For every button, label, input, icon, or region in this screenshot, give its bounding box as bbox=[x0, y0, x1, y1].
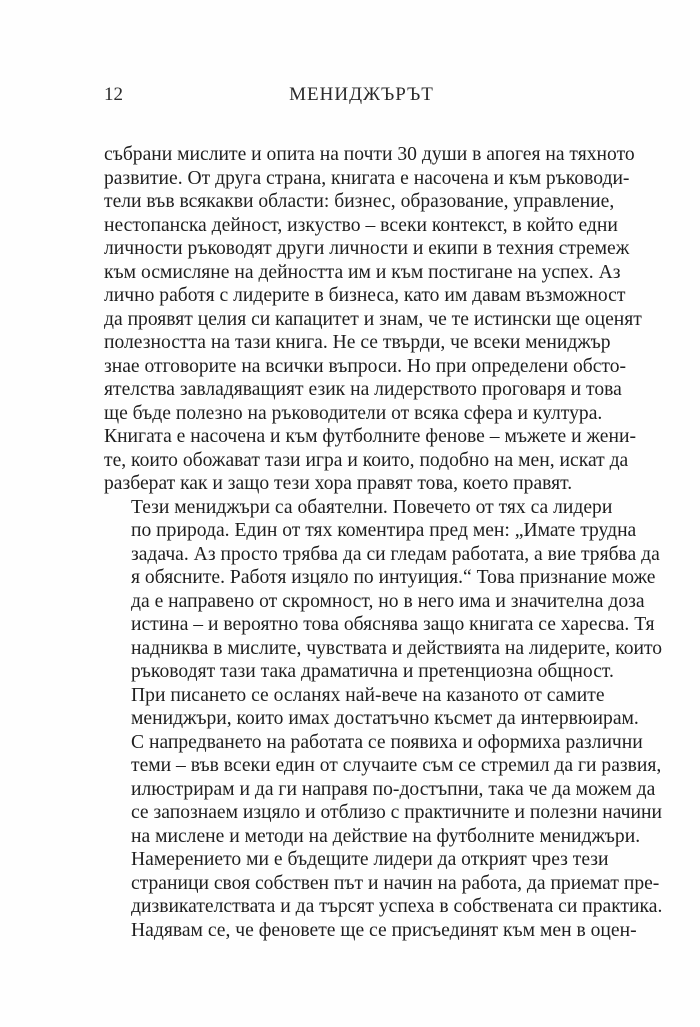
running-title: МЕНИДЖЪРЪТ bbox=[289, 84, 434, 105]
text-line: знае отговорите на всички въпроси. Но при определени обсто- bbox=[104, 355, 627, 377]
text-line: да е направено от скромност, но в него има и значителна доза bbox=[131, 590, 645, 612]
text-line: задача. Аз просто трябва да си гледам работата, а вие трябва да bbox=[131, 543, 660, 565]
page-header bbox=[104, 84, 599, 112]
text-line: да проявят целия си капацитет и знам, че те истински ще оценят bbox=[104, 308, 642, 330]
text-line: страници своя собствен път и начин на работа, да приемат пре- bbox=[131, 872, 660, 894]
text-line: събрани мислите и опита на почти 30 души в апогея на тяхното bbox=[104, 144, 635, 165]
text-line: към осмисляне на дейността им и към постигане на успех. Аз bbox=[104, 261, 621, 283]
text-line: илюстрирам и да ги направя по-достъпни, така че да можем да bbox=[131, 778, 656, 800]
paragraph-1 bbox=[104, 143, 642, 496]
text-line: теми – във всеки един от случаите съм се стремил да ги развия, bbox=[131, 755, 662, 776]
text-line: мениджъри, които имах достатъчно късмет да интервюирам. bbox=[131, 708, 639, 729]
text-line: се запознаем изцяло и отблизо с практичните и полезни начини bbox=[131, 802, 662, 823]
text-line: дизвикателствата и да търсят успеха в собствената си практика. bbox=[131, 896, 663, 917]
text-line: развитие. От друга страна, книгата е насочена и към ръководи- bbox=[104, 167, 630, 189]
text-line: лично работя с лидерите в бизнеса, като им давам възможност bbox=[104, 285, 626, 306]
text-line: ще бъде полезно на ръководители от всяка сфера и култура. bbox=[104, 402, 603, 424]
text-line: полезността на тази книга. Не се твърди, че всеки мениджър bbox=[104, 332, 611, 353]
paragraph-2 bbox=[104, 496, 663, 684]
body-text bbox=[104, 143, 663, 942]
text-line: на мислене и методи на действие на футболните мениджъри. bbox=[131, 825, 641, 847]
text-line: нестопанска дейност, изкуство – всеки контекст, в който едни bbox=[104, 214, 618, 236]
text-line: истина – и вероятно това обяснява защо книгата се харесва. Тя bbox=[131, 614, 655, 635]
text-line: надниква в мислите, чувствата и действията на лидерите, които bbox=[131, 637, 663, 659]
text-line: ятелства завладяващият език на лидерството проговаря и това bbox=[104, 379, 622, 400]
page-number: 12 bbox=[104, 84, 123, 105]
text-line: я обясните. Работя изцяло по интуиция.“ Това признание може bbox=[131, 567, 656, 588]
paragraph-3 bbox=[104, 684, 662, 849]
text-line: по природа. Един от тях коментира пред мен: „Имате трудна bbox=[131, 520, 637, 541]
text-line: разберат как и защо тези хора правят това, което правят. bbox=[104, 473, 573, 494]
text-line: тели във всякакви области: бизнес, образование, управление, bbox=[104, 191, 615, 212]
text-line: ръководят тази така драматична и претенциозна общност. bbox=[131, 661, 614, 682]
paragraph-4 bbox=[104, 848, 663, 942]
text-line: При писането се осланях най-вече на казаното от самите bbox=[131, 684, 605, 706]
text-line: личности ръководят други личности и екипи в техния стремеж bbox=[104, 238, 630, 259]
text-line: Тези мениджъри са обаятелни. Повечето от тях са лидери bbox=[131, 496, 613, 518]
text-line: те, които обожават тази игра и които, подобно на мен, искат да bbox=[104, 449, 629, 471]
text-line: Намерението ми е бъдещите лидери да открият чрез тези bbox=[131, 849, 609, 870]
text-line: С напредването на работата се появиха и оформиха различни bbox=[131, 731, 643, 753]
text-line: Надявам се, че феновете ще се присъединят към мен в оцен- bbox=[131, 919, 637, 941]
text-line: Книгата е насочена и към футболните фенове – мъжете и жени- bbox=[104, 426, 636, 447]
